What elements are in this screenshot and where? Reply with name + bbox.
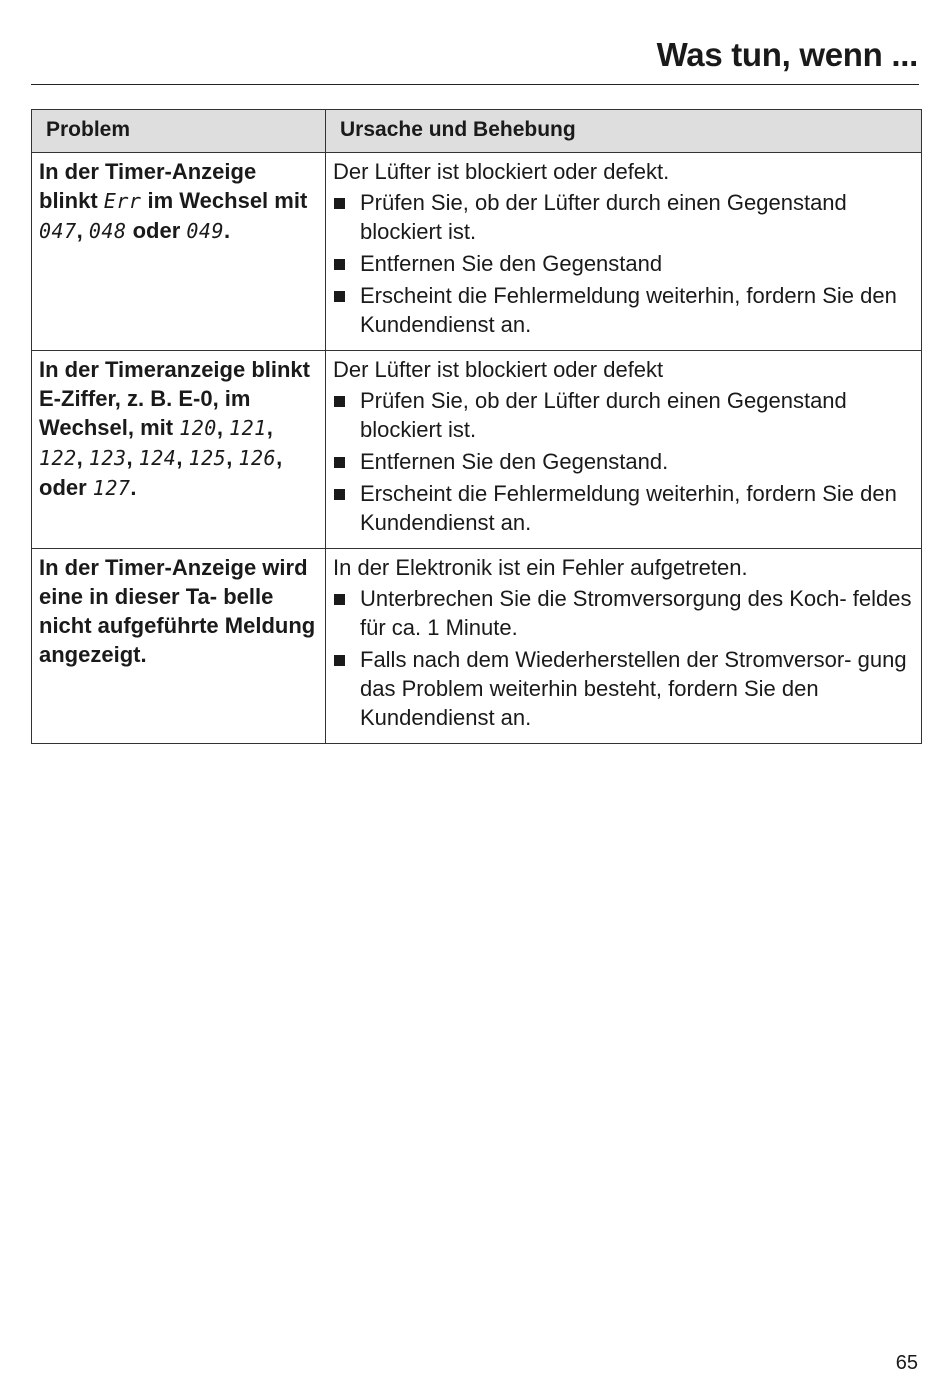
display-code: 123	[88, 446, 127, 470]
problem-text: ,	[266, 415, 273, 440]
column-header-problem: Problem	[32, 110, 326, 153]
problem-text: im Wechsel mit	[141, 188, 308, 213]
display-code: 121	[229, 416, 267, 440]
problem-text: oder	[126, 218, 187, 243]
display-code: 048	[88, 219, 127, 243]
problem-text: .	[130, 475, 137, 500]
display-code: 122	[39, 446, 77, 470]
problem-text: In der Timer-Anzeige wird eine in dieser Ta- belle nicht aufgeführte Meldung angezeigt.	[39, 555, 316, 667]
title-divider	[31, 84, 919, 85]
cause-text: Der Lüfter ist blockiert oder defekt	[333, 357, 664, 382]
display-code: 126	[238, 446, 277, 470]
remedy-step: Falls nach dem Wiederherstellen der Stromversor- gung das Problem weiterhin besteht, fordern Sie den Kundendienst an.	[333, 645, 913, 732]
problem-text: ,	[76, 445, 89, 470]
problem-cell	[32, 549, 326, 744]
problem-text: In der Timer-Anzeige blinkt	[39, 159, 257, 213]
problem-text: , oder	[39, 445, 283, 500]
cause-text: In der Elektronik ist ein Fehler aufgetreten.	[333, 555, 748, 580]
problem-text: ,	[226, 445, 239, 470]
display-code: 125	[188, 446, 227, 470]
cause-cell	[326, 351, 922, 549]
display-code: Err	[103, 189, 142, 213]
table-row	[32, 549, 922, 744]
troubleshooting-table	[31, 109, 922, 744]
remedy-step: Entfernen Sie den Gegenstand	[333, 249, 913, 278]
display-code: 049	[186, 219, 225, 243]
problem-text: In der Timeranzeige blinkt E-Ziffer, z. B. E-0, im Wechsel, mit	[39, 357, 310, 440]
cause-cell	[326, 549, 922, 744]
display-code: 120	[179, 416, 217, 440]
display-code: 124	[138, 446, 177, 470]
remedy-step: Prüfen Sie, ob der Lüfter durch einen Gegenstand blockiert ist.	[333, 386, 913, 444]
page-number: 65	[895, 1352, 918, 1374]
problem-cell	[32, 153, 326, 351]
remedy-step: Unterbrechen Sie die Stromversorgung des Koch- feldes für ca. 1 Minute.	[333, 584, 913, 642]
remedy-list	[333, 386, 913, 537]
remedy-list	[333, 584, 913, 732]
remedy-step: Erscheint die Fehlermeldung weiterhin, fordern Sie den Kundendienst an.	[333, 479, 913, 537]
problem-text: ,	[216, 415, 230, 440]
problem-text: .	[224, 218, 231, 243]
remedy-list	[333, 188, 913, 339]
problem-text: ,	[76, 218, 89, 243]
problem-text: ,	[176, 445, 189, 470]
table-header-row	[32, 110, 922, 153]
table-row	[32, 153, 922, 351]
display-code: 047	[39, 219, 77, 243]
remedy-step: Entfernen Sie den Gegenstand.	[333, 447, 913, 476]
column-header-cause: Ursache und Behebung	[326, 110, 922, 153]
page-title: Was tun, wenn ...	[656, 36, 918, 73]
remedy-step: Prüfen Sie, ob der Lüfter durch einen Gegenstand blockiert ist.	[333, 188, 913, 246]
problem-text: ,	[126, 445, 139, 470]
remedy-step: Erscheint die Fehlermeldung weiterhin, fordern Sie den Kundendienst an.	[333, 281, 913, 339]
cause-cell	[326, 153, 922, 351]
table-row	[32, 351, 922, 549]
display-code: 127	[92, 476, 131, 500]
problem-cell	[32, 351, 326, 549]
cause-text: Der Lüfter ist blockiert oder defekt.	[333, 159, 670, 184]
